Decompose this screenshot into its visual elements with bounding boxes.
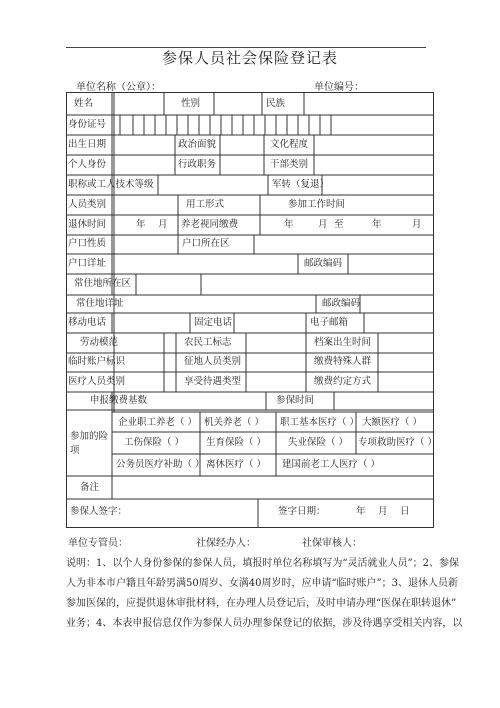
handler-label: 社保经办人： <box>196 538 256 549</box>
ins-civil-servant[interactable]: 公务员医疗补助（ ） <box>116 459 205 470</box>
personal-status-label: 个人身份 <box>68 159 107 170</box>
agreed-method-label: 缴费约定方式 <box>314 376 372 387</box>
education-label: 文化程度 <box>270 139 309 150</box>
signature-label: 参保人签字： <box>70 506 128 517</box>
mobile-label: 移动电话 <box>68 317 107 328</box>
insured-items-label: 参加的险项 <box>70 431 109 456</box>
sign-date-label: 签字日期： <box>278 506 326 517</box>
special-group-label: 缴费特殊人群 <box>314 356 372 367</box>
ethnicity-label: 民族 <box>266 98 286 109</box>
medical-type-label: 医疗人员类别 <box>68 376 126 387</box>
note-line-4: 业务；4、本表申报信息仅作为参保人员办理参保登记的依据，涉及待遇享受相关内容，以 <box>66 618 463 629</box>
residence-address-label: 常住地详址 <box>76 298 124 309</box>
retire-year: 年 <box>136 219 146 230</box>
ins-basic-medical[interactable]: 职工基本医疗（ ） <box>280 417 360 428</box>
ins-pre1949-worker[interactable]: 建国前老工人医疗（ ） <box>282 459 381 470</box>
form-title: 参保人员社会保险登记表 <box>161 49 338 67</box>
unit-name-label: 单位名称（公章）： <box>76 82 161 93</box>
pension-from-year: 年 <box>284 219 294 230</box>
retire-month: 月 <box>158 219 168 230</box>
pension-to: 至 <box>334 219 344 230</box>
pension-from-month: 月 <box>318 219 328 230</box>
email-label: 电子邮箱 <box>310 317 349 328</box>
sign-day: 日 <box>400 506 410 517</box>
ins-work-injury[interactable]: 工伤保险（ ） <box>124 437 185 448</box>
ins-enterprise-pension[interactable]: 企业职工养老（ ） <box>118 417 198 428</box>
residence-district-label: 常住地所在区 <box>74 278 132 289</box>
postcode2-label: 邮政编码 <box>322 298 361 309</box>
remarks-label: 备注 <box>80 482 100 493</box>
name-label: 姓名 <box>74 98 94 109</box>
gender-label: 性别 <box>181 98 201 109</box>
model-worker-label: 劳动模范 <box>80 337 119 348</box>
title-grade-label: 职称或工人技术等级 <box>68 179 154 190</box>
note-line-3: 参加医保的，应提供退休审批材料，在办理人员登记后，及时申请办理“医保在职转退休” <box>66 598 457 609</box>
ins-special-aid[interactable]: 专项救助医疗（ ） <box>358 437 438 448</box>
pension-payment-label: 养老视同缴费 <box>181 219 239 230</box>
landline-label: 固定电话 <box>194 317 233 328</box>
employ-form-label: 用工形式 <box>186 199 225 210</box>
temp-account-label: 临时账户标识 <box>68 356 126 367</box>
reviewer-label: 社保审核人： <box>302 538 362 549</box>
postcode-label: 邮政编码 <box>304 258 343 269</box>
sign-month: 月 <box>378 506 388 517</box>
supervisor-label: 单位专管员： <box>68 538 128 549</box>
demob-label: 军转（复退） <box>272 179 330 190</box>
birth-date-label: 出生日期 <box>68 139 107 150</box>
file-birth-label: 档案出生时间 <box>314 337 372 348</box>
ins-maternity[interactable]: 生育保险（ ） <box>206 437 267 448</box>
ins-large-medical[interactable]: 大额医疗（ ） <box>362 417 423 428</box>
hukou-place-label: 户口所在区 <box>182 238 230 249</box>
hukou-type-label: 户口性质 <box>68 238 107 249</box>
insure-time-label: 参保时间 <box>276 395 315 406</box>
pension-to-year: 年 <box>372 219 382 230</box>
cadre-type-label: 干部类别 <box>270 159 309 170</box>
treatment-type-label: 享受待遇类型 <box>184 376 242 387</box>
registration-table <box>66 92 438 528</box>
person-type-label: 人员类别 <box>68 199 107 210</box>
political-label: 政治面貌 <box>178 139 217 150</box>
sign-year: 年 <box>356 506 366 517</box>
ins-retired-cadre[interactable]: 离休医疗（ ） <box>206 459 267 470</box>
hukou-address-label: 户口详址 <box>68 258 107 269</box>
ins-org-pension[interactable]: 机关养老（ ） <box>204 417 265 428</box>
pension-to-month: 月 <box>412 219 422 230</box>
land-lost-label: 征地人员类别 <box>184 356 242 367</box>
retire-time-label: 退休时间 <box>68 219 107 230</box>
note-line-2: 人为非本市户籍且年龄男满50周岁、女满40周岁时，应申请“临时账户”；3、退休人员新 <box>66 578 459 589</box>
ins-unemployment[interactable]: 失业保险（ ） <box>288 437 349 448</box>
note-line-1: 说明：1、以个人身份参保的参保人员，填报时单位名称填写为“灵活就业人员”；2、参保 <box>66 558 459 569</box>
base-label: 申报缴费基数 <box>90 395 148 406</box>
id-number-label: 身份证号 <box>68 119 107 130</box>
unit-number-label: 单位编号： <box>314 82 364 93</box>
work-start-label: 参加工作时间 <box>288 199 346 210</box>
migrant-label: 农民工标志 <box>184 337 232 348</box>
admin-post-label: 行政职务 <box>178 159 217 170</box>
